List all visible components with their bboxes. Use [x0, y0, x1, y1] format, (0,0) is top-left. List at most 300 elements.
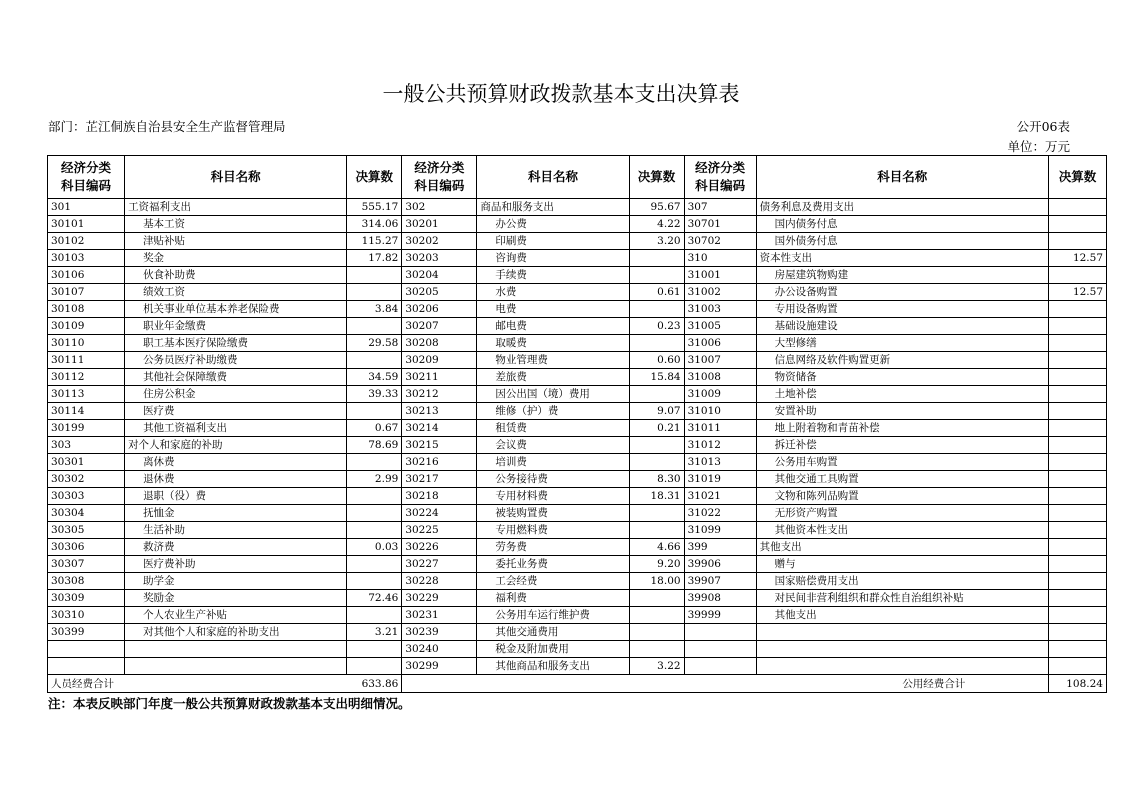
name-cell-2: 其他交通费用 — [477, 624, 629, 641]
name-cell-2: 办公费 — [477, 216, 629, 233]
table-row — [48, 641, 1107, 658]
table-row — [48, 352, 1107, 369]
name-cell-1: 基本工资 — [125, 216, 347, 233]
name-cell-1: 奖金 — [125, 250, 347, 267]
code-cell-1: 30306 — [48, 539, 125, 556]
code-cell-2: 30204 — [402, 267, 477, 284]
table-row — [48, 318, 1107, 335]
name-cell-1: 奖励金 — [125, 590, 347, 607]
amount-cell-1: 0.03 — [347, 539, 402, 556]
name-cell-3: 国外债务付息 — [756, 233, 1048, 250]
amount-cell-1: 17.82 — [347, 250, 402, 267]
name-cell-2: 税金及附加费用 — [477, 641, 629, 658]
name-cell-2: 差旅费 — [477, 369, 629, 386]
code-cell-3: 31099 — [684, 522, 756, 539]
name-cell-2: 工会经费 — [477, 573, 629, 590]
name-cell-3: 其他支出 — [756, 607, 1048, 624]
code-cell-3: 31011 — [684, 420, 756, 437]
table-row — [48, 522, 1107, 539]
table-row — [48, 505, 1107, 522]
amount-cell-2 — [629, 505, 684, 522]
code-cell-2: 30240 — [402, 641, 477, 658]
amount-cell-2 — [629, 522, 684, 539]
code-cell-1: 30111 — [48, 352, 125, 369]
amount-cell-2: 0.60 — [629, 352, 684, 369]
amount-cell-1 — [347, 488, 402, 505]
header-name-1: 科目名称 — [125, 156, 347, 199]
amount-cell-3 — [1048, 488, 1106, 505]
amount-cell-3 — [1048, 573, 1106, 590]
table-body — [48, 199, 1107, 675]
amount-cell-3 — [1048, 403, 1106, 420]
amount-cell-3: 12.57 — [1048, 250, 1106, 267]
name-cell-1: 医疗费 — [125, 403, 347, 420]
table-row — [48, 590, 1107, 607]
code-cell-1: 303 — [48, 437, 125, 454]
name-cell-2: 租赁费 — [477, 420, 629, 437]
name-cell-2: 福利费 — [477, 590, 629, 607]
code-cell-1: 30113 — [48, 386, 125, 403]
code-cell-3: 39908 — [684, 590, 756, 607]
amount-cell-2: 9.07 — [629, 403, 684, 420]
amount-cell-1 — [347, 454, 402, 471]
code-cell-3 — [684, 658, 756, 675]
code-cell-2: 30227 — [402, 556, 477, 573]
amount-cell-3 — [1048, 301, 1106, 318]
code-cell-1: 30107 — [48, 284, 125, 301]
name-cell-1: 职业年金缴费 — [125, 318, 347, 335]
table-row — [48, 369, 1107, 386]
name-cell-2: 印刷费 — [477, 233, 629, 250]
amount-cell-3 — [1048, 590, 1106, 607]
amount-cell-3 — [1048, 352, 1106, 369]
header-name-3: 科目名称 — [756, 156, 1048, 199]
table-row — [48, 335, 1107, 352]
public-total-label — [402, 675, 1049, 693]
amount-cell-3 — [1048, 454, 1106, 471]
amount-cell-1 — [347, 658, 402, 675]
code-cell-2: 30228 — [402, 573, 477, 590]
table-row — [48, 488, 1107, 505]
code-cell-1: 30308 — [48, 573, 125, 590]
table-row — [48, 454, 1107, 471]
name-cell-1: 其他社会保障缴费 — [125, 369, 347, 386]
code-cell-2: 30213 — [402, 403, 477, 420]
amount-cell-3 — [1048, 267, 1106, 284]
name-cell-3: 物资储备 — [756, 369, 1048, 386]
code-cell-2: 30229 — [402, 590, 477, 607]
amount-cell-1: 115.27 — [347, 233, 402, 250]
code-cell-2: 30225 — [402, 522, 477, 539]
code-cell-3: 39907 — [684, 573, 756, 590]
amount-cell-3 — [1048, 641, 1106, 658]
amount-cell-1: 29.58 — [347, 335, 402, 352]
code-cell-1 — [48, 641, 125, 658]
name-cell-3 — [756, 658, 1048, 675]
code-cell-3: 31006 — [684, 335, 756, 352]
code-cell-1: 30112 — [48, 369, 125, 386]
name-cell-1: 生活补助 — [125, 522, 347, 539]
name-cell-3: 其他支出 — [756, 539, 1048, 556]
amount-cell-1 — [347, 522, 402, 539]
code-cell-3: 31022 — [684, 505, 756, 522]
code-cell-1: 301 — [48, 199, 125, 216]
amount-cell-1 — [347, 267, 402, 284]
code-cell-1: 30307 — [48, 556, 125, 573]
amount-cell-2 — [629, 454, 684, 471]
code-cell-3: 310 — [684, 250, 756, 267]
name-cell-3: 基础设施建设 — [756, 318, 1048, 335]
amount-cell-1: 555.17 — [347, 199, 402, 216]
code-cell-2: 302 — [402, 199, 477, 216]
name-cell-1: 津贴补贴 — [125, 233, 347, 250]
code-cell-3: 31009 — [684, 386, 756, 403]
amount-cell-3 — [1048, 607, 1106, 624]
amount-cell-1: 72.46 — [347, 590, 402, 607]
code-cell-2: 30211 — [402, 369, 477, 386]
name-cell-3: 拆迁补偿 — [756, 437, 1048, 454]
table-row — [48, 284, 1107, 301]
table-row — [48, 437, 1107, 454]
header-amount-1: 决算数 — [347, 156, 402, 199]
amount-cell-3 — [1048, 658, 1106, 675]
name-cell-2: 取暖费 — [477, 335, 629, 352]
name-cell-3: 对民间非营利组织和群众性自治组织补贴 — [756, 590, 1048, 607]
name-cell-2: 维修（护）费 — [477, 403, 629, 420]
code-cell-1: 30108 — [48, 301, 125, 318]
code-cell-1: 30102 — [48, 233, 125, 250]
amount-cell-3 — [1048, 420, 1106, 437]
name-cell-1 — [125, 658, 347, 675]
name-cell-3 — [756, 641, 1048, 658]
amount-cell-3 — [1048, 624, 1106, 641]
amount-cell-1: 39.33 — [347, 386, 402, 403]
table-row — [48, 199, 1107, 216]
amount-cell-3: 12.57 — [1048, 284, 1106, 301]
amount-cell-1 — [347, 284, 402, 301]
code-cell-2: 30216 — [402, 454, 477, 471]
name-cell-1: 助学金 — [125, 573, 347, 590]
name-cell-1: 抚恤金 — [125, 505, 347, 522]
table-row — [48, 420, 1107, 437]
amount-cell-2: 0.21 — [629, 420, 684, 437]
name-cell-3: 办公设备购置 — [756, 284, 1048, 301]
code-cell-3: 30701 — [684, 216, 756, 233]
table-row — [48, 573, 1107, 590]
amount-cell-2: 95.67 — [629, 199, 684, 216]
code-cell-3: 31008 — [684, 369, 756, 386]
name-cell-3: 土地补偿 — [756, 386, 1048, 403]
amount-cell-3 — [1048, 386, 1106, 403]
name-cell-3: 债务利息及费用支出 — [756, 199, 1048, 216]
personnel-total-label: 人员经费合计 — [48, 675, 347, 693]
name-cell-2: 被装购置费 — [477, 505, 629, 522]
amount-cell-3 — [1048, 199, 1106, 216]
name-cell-1: 绩效工资 — [125, 284, 347, 301]
name-cell-2: 委托业务费 — [477, 556, 629, 573]
code-cell-3: 307 — [684, 199, 756, 216]
amount-cell-2 — [629, 624, 684, 641]
table-row — [48, 607, 1107, 624]
code-cell-2: 30224 — [402, 505, 477, 522]
code-cell-2: 30201 — [402, 216, 477, 233]
amount-cell-2: 18.31 — [629, 488, 684, 505]
name-cell-1: 其他工资福利支出 — [125, 420, 347, 437]
code-cell-2: 30205 — [402, 284, 477, 301]
code-cell-2: 30212 — [402, 386, 477, 403]
table-header-row — [48, 156, 1107, 199]
name-cell-2: 专用材料费 — [477, 488, 629, 505]
name-cell-1: 离休费 — [125, 454, 347, 471]
name-cell-1: 职工基本医疗保险缴费 — [125, 335, 347, 352]
amount-cell-3 — [1048, 369, 1106, 386]
name-cell-1: 医疗费补助 — [125, 556, 347, 573]
name-cell-3: 无形资产购置 — [756, 505, 1048, 522]
table-code: 公开06表 — [1016, 119, 1070, 134]
code-cell-1: 30303 — [48, 488, 125, 505]
name-cell-3: 国内债务付息 — [756, 216, 1048, 233]
code-cell-2: 30214 — [402, 420, 477, 437]
code-cell-1: 30305 — [48, 522, 125, 539]
header-amount-2: 决算数 — [629, 156, 684, 199]
amount-cell-2: 4.22 — [629, 216, 684, 233]
name-cell-3: 专用设备购置 — [756, 301, 1048, 318]
amount-cell-2 — [629, 250, 684, 267]
code-cell-1: 30399 — [48, 624, 125, 641]
code-cell-1: 30110 — [48, 335, 125, 352]
amount-cell-1: 3.21 — [347, 624, 402, 641]
amount-cell-3 — [1048, 522, 1106, 539]
name-cell-2: 因公出国（境）费用 — [477, 386, 629, 403]
amount-cell-1 — [347, 556, 402, 573]
code-cell-1 — [48, 658, 125, 675]
amount-cell-1 — [347, 573, 402, 590]
amount-cell-3 — [1048, 539, 1106, 556]
table-row — [48, 301, 1107, 318]
amount-cell-1: 2.99 — [347, 471, 402, 488]
table-row — [48, 539, 1107, 556]
amount-cell-1 — [347, 352, 402, 369]
name-cell-3: 资本性支出 — [756, 250, 1048, 267]
code-cell-1: 30114 — [48, 403, 125, 420]
personnel-total-value: 633.86 — [347, 675, 402, 693]
code-cell-1: 30109 — [48, 318, 125, 335]
amount-cell-1: 78.69 — [347, 437, 402, 454]
name-cell-2: 电费 — [477, 301, 629, 318]
name-cell-2: 会议费 — [477, 437, 629, 454]
department-label: 部门：芷江侗族自治县安全生产监督管理局 — [48, 119, 286, 134]
code-cell-1: 30310 — [48, 607, 125, 624]
amount-cell-2: 0.61 — [629, 284, 684, 301]
name-cell-1: 退职（役）费 — [125, 488, 347, 505]
amount-cell-1 — [347, 641, 402, 658]
name-cell-1: 伙食补助费 — [125, 267, 347, 284]
amount-cell-3 — [1048, 437, 1106, 454]
code-cell-3: 399 — [684, 539, 756, 556]
amount-cell-2 — [629, 386, 684, 403]
footnote: 注：本表反映部门年度一般公共预算财政拨款基本支出明细情况。 — [48, 696, 411, 711]
amount-cell-3 — [1048, 335, 1106, 352]
name-cell-2: 公务用车运行维护费 — [477, 607, 629, 624]
amount-cell-1: 0.67 — [347, 420, 402, 437]
code-cell-2: 30218 — [402, 488, 477, 505]
amount-cell-2 — [629, 267, 684, 284]
public-total-label-text: 公用经费合计 — [902, 677, 966, 690]
amount-cell-2 — [629, 641, 684, 658]
name-cell-3: 其他交通工具购置 — [756, 471, 1048, 488]
table-row — [48, 471, 1107, 488]
amount-cell-2: 9.20 — [629, 556, 684, 573]
amount-cell-1: 3.84 — [347, 301, 402, 318]
table-row — [48, 556, 1107, 573]
amount-cell-1 — [347, 318, 402, 335]
code-cell-1: 30302 — [48, 471, 125, 488]
code-cell-2: 30202 — [402, 233, 477, 250]
amount-cell-3 — [1048, 216, 1106, 233]
code-cell-2: 30226 — [402, 539, 477, 556]
name-cell-3: 信息网络及软件购置更新 — [756, 352, 1048, 369]
code-cell-3: 39906 — [684, 556, 756, 573]
code-cell-2: 30208 — [402, 335, 477, 352]
amount-cell-2 — [629, 607, 684, 624]
amount-cell-2: 3.20 — [629, 233, 684, 250]
name-cell-3: 其他资本性支出 — [756, 522, 1048, 539]
amount-cell-1 — [347, 403, 402, 420]
name-cell-2: 邮电费 — [477, 318, 629, 335]
amount-cell-3 — [1048, 318, 1106, 335]
code-cell-3: 31003 — [684, 301, 756, 318]
table-row — [48, 658, 1107, 675]
code-cell-1: 30304 — [48, 505, 125, 522]
code-cell-3 — [684, 641, 756, 658]
code-cell-3: 39999 — [684, 607, 756, 624]
code-cell-3: 31002 — [684, 284, 756, 301]
code-cell-1: 30301 — [48, 454, 125, 471]
amount-cell-2: 18.00 — [629, 573, 684, 590]
name-cell-3: 安置补助 — [756, 403, 1048, 420]
name-cell-2: 劳务费 — [477, 539, 629, 556]
public-total-value: 108.24 — [1048, 675, 1106, 693]
name-cell-2: 专用燃料费 — [477, 522, 629, 539]
amount-cell-2 — [629, 335, 684, 352]
code-cell-1: 30309 — [48, 590, 125, 607]
table-row — [48, 624, 1107, 641]
code-cell-2: 30299 — [402, 658, 477, 675]
name-cell-3: 赠与 — [756, 556, 1048, 573]
name-cell-1: 机关事业单位基本养老保险费 — [125, 301, 347, 318]
table-row — [48, 386, 1107, 403]
code-cell-3: 30702 — [684, 233, 756, 250]
amount-cell-2: 8.30 — [629, 471, 684, 488]
amount-cell-2 — [629, 437, 684, 454]
name-cell-1: 对其他个人和家庭的补助支出 — [125, 624, 347, 641]
table-row — [48, 233, 1107, 250]
code-cell-2: 30239 — [402, 624, 477, 641]
name-cell-2: 手续费 — [477, 267, 629, 284]
code-cell-1: 30103 — [48, 250, 125, 267]
code-cell-1: 30101 — [48, 216, 125, 233]
name-cell-3: 地上附着物和青苗补偿 — [756, 420, 1048, 437]
name-cell-2: 物业管理费 — [477, 352, 629, 369]
table-row — [48, 216, 1107, 233]
amount-cell-2: 4.66 — [629, 539, 684, 556]
code-cell-2: 30209 — [402, 352, 477, 369]
code-cell-3: 31010 — [684, 403, 756, 420]
amount-cell-2 — [629, 301, 684, 318]
code-cell-3: 31012 — [684, 437, 756, 454]
name-cell-3 — [756, 624, 1048, 641]
amount-cell-2: 15.84 — [629, 369, 684, 386]
name-cell-1: 救济费 — [125, 539, 347, 556]
name-cell-2: 咨询费 — [477, 250, 629, 267]
name-cell-3: 文物和陈列品购置 — [756, 488, 1048, 505]
amount-cell-3 — [1048, 556, 1106, 573]
header-amount-3: 决算数 — [1048, 156, 1106, 199]
code-cell-2: 30215 — [402, 437, 477, 454]
code-cell-3: 31005 — [684, 318, 756, 335]
code-cell-2: 30217 — [402, 471, 477, 488]
amount-cell-3 — [1048, 233, 1106, 250]
totals-row — [48, 675, 1107, 693]
table-row — [48, 403, 1107, 420]
code-cell-1: 30199 — [48, 420, 125, 437]
code-cell-1: 30106 — [48, 267, 125, 284]
code-cell-3 — [684, 624, 756, 641]
amount-cell-2: 3.22 — [629, 658, 684, 675]
code-cell-3: 31007 — [684, 352, 756, 369]
name-cell-2: 水费 — [477, 284, 629, 301]
code-cell-3: 31019 — [684, 471, 756, 488]
code-cell-3: 31001 — [684, 267, 756, 284]
name-cell-1: 工资福利支出 — [125, 199, 347, 216]
name-cell-1 — [125, 641, 347, 658]
header-code-3: 经济分类 科目编码 — [684, 156, 756, 199]
name-cell-2: 公务接待费 — [477, 471, 629, 488]
code-cell-3: 31013 — [684, 454, 756, 471]
table-row — [48, 250, 1107, 267]
code-cell-2: 30231 — [402, 607, 477, 624]
amount-cell-2 — [629, 590, 684, 607]
name-cell-2: 其他商品和服务支出 — [477, 658, 629, 675]
amount-cell-3 — [1048, 471, 1106, 488]
name-cell-3: 大型修缮 — [756, 335, 1048, 352]
amount-cell-1: 314.06 — [347, 216, 402, 233]
name-cell-1: 住房公积金 — [125, 386, 347, 403]
code-cell-2: 30207 — [402, 318, 477, 335]
name-cell-3: 房屋建筑物购建 — [756, 267, 1048, 284]
page-title: 一般公共预算财政拨款基本支出决算表 — [382, 82, 740, 106]
amount-cell-1 — [347, 505, 402, 522]
name-cell-3: 国家赔偿费用支出 — [756, 573, 1048, 590]
name-cell-2: 培训费 — [477, 454, 629, 471]
header-code-1: 经济分类 科目编码 — [48, 156, 125, 199]
name-cell-2: 商品和服务支出 — [477, 199, 629, 216]
amount-cell-1: 34.59 — [347, 369, 402, 386]
unit-label: 单位：万元 — [1007, 139, 1070, 154]
amount-cell-1 — [347, 607, 402, 624]
code-cell-2: 30203 — [402, 250, 477, 267]
table-row — [48, 267, 1107, 284]
expenditure-table — [47, 155, 1107, 693]
name-cell-3: 公务用车购置 — [756, 454, 1048, 471]
code-cell-3: 31021 — [684, 488, 756, 505]
name-cell-1: 公务员医疗补助缴费 — [125, 352, 347, 369]
amount-cell-2: 0.23 — [629, 318, 684, 335]
amount-cell-3 — [1048, 505, 1106, 522]
code-cell-2: 30206 — [402, 301, 477, 318]
name-cell-1: 退休费 — [125, 471, 347, 488]
header-name-2: 科目名称 — [477, 156, 629, 199]
